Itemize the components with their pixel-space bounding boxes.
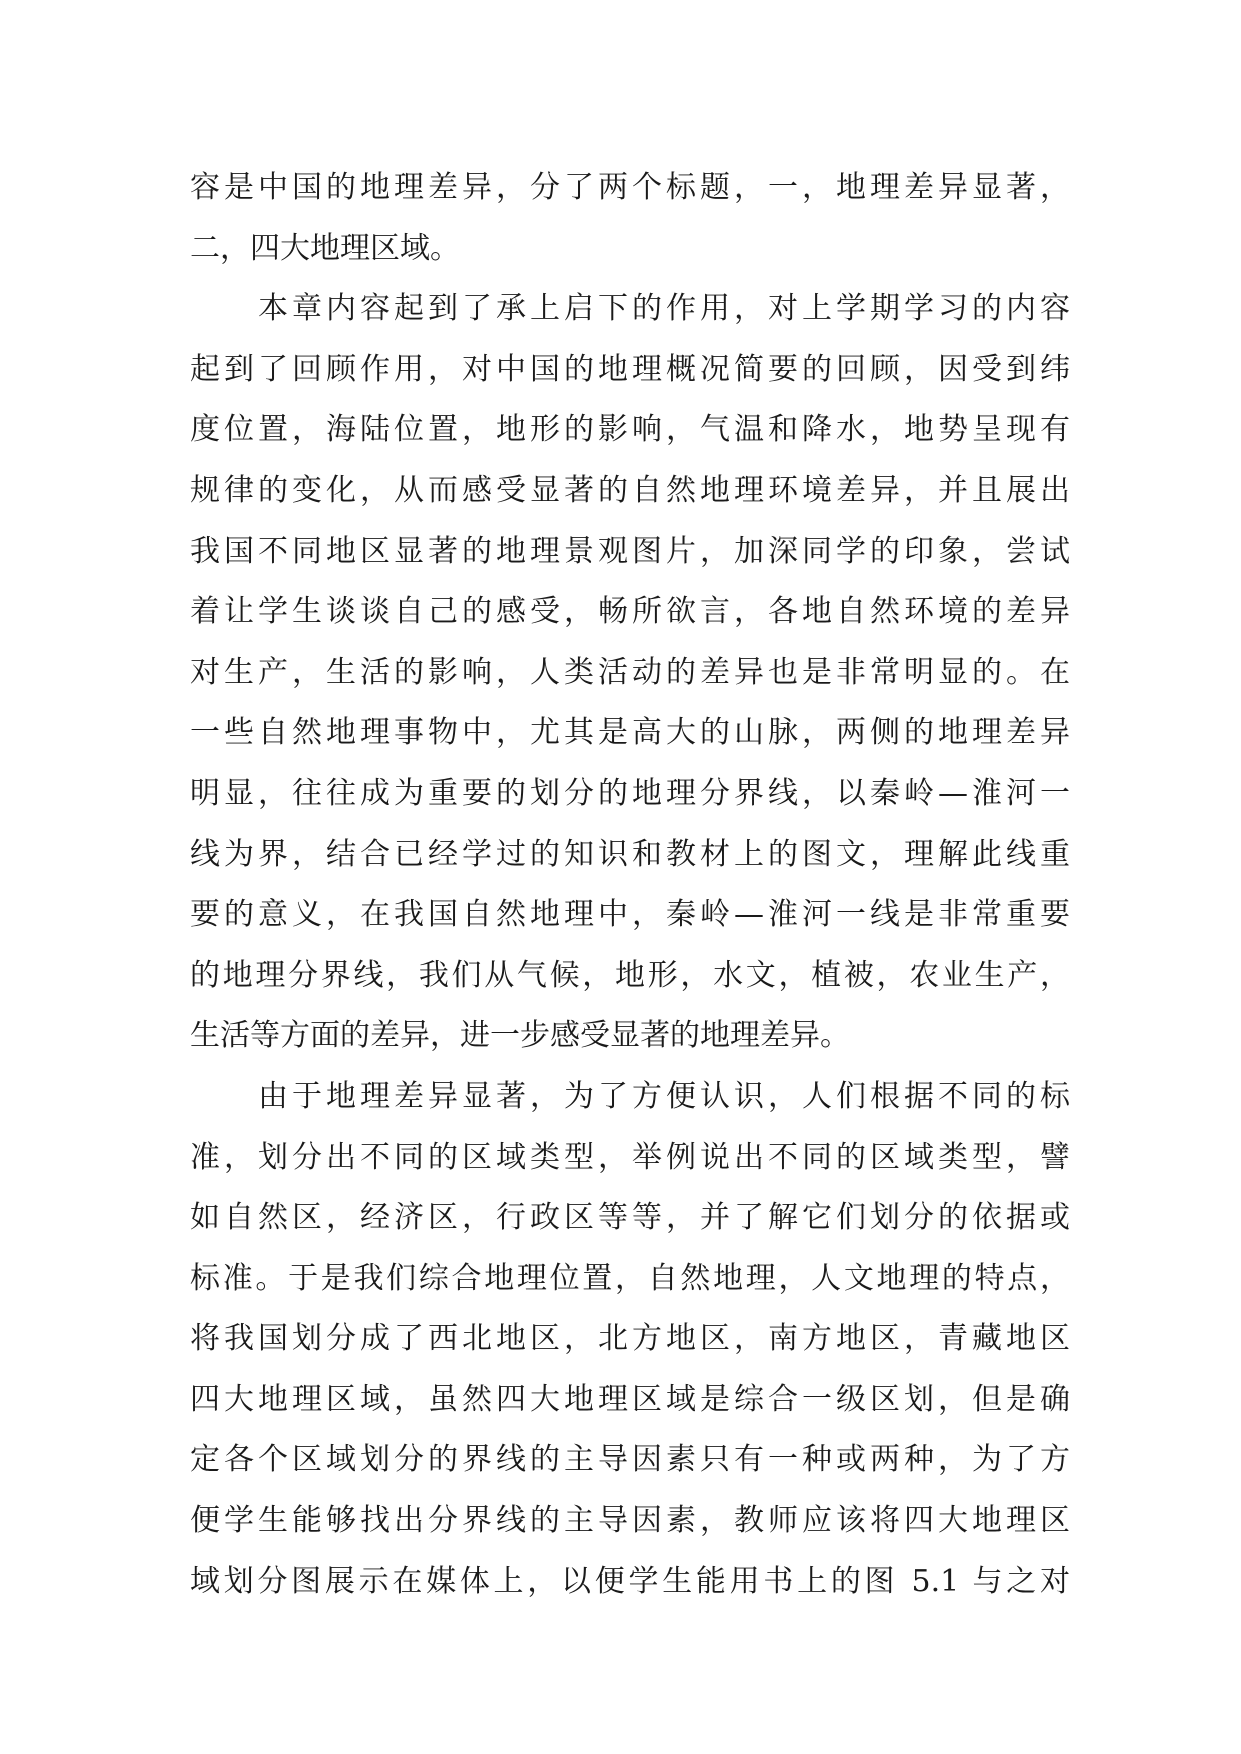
paragraph-first-line: 由于地理差异显著，为了方便认识，人们根据不同的标 (258, 1078, 1070, 1114)
text-line: 明显，往往成为重要的划分的地理分界线，以秦岭—淮河一 (190, 775, 1070, 811)
text-line: 标准。于是我们综合地理位置，自然地理，人文地理的特点， (190, 1260, 1070, 1296)
text-line: 准，划分出不同的区域类型，举例说出不同的区域类型，譬 (190, 1139, 1070, 1175)
text-line: 度位置，海陆位置，地形的影响，气温和降水，地势呈现有 (190, 412, 1070, 448)
text-line: 二，四大地理区域。 (190, 230, 460, 266)
body-text (190, 158, 1070, 1612)
text-line: 便学生能够找出分界线的主导因素，教师应该将四大地理区 (190, 1503, 1070, 1539)
text-line: 起到了回顾作用，对中国的地理概况简要的回顾，因受到纬 (190, 351, 1070, 387)
text-line: 定各个区域划分的界线的主导因素只有一种或两种，为了方 (190, 1442, 1070, 1478)
text-line: 线为界，结合已经学过的知识和教材上的图文，理解此线重 (190, 836, 1070, 872)
text-line: 要的意义，在我国自然地理中，秦岭—淮河一线是非常重要 (190, 897, 1070, 933)
text-line: 生活等方面的差异，进一步感受显著的地理差异。 (190, 1018, 850, 1054)
text-line: 的地理分界线，我们从气候，地形，水文，植被，农业生产， (190, 957, 1070, 993)
text-line: 域划分图展示在媒体上，以便学生能用书上的图 5.1 与之对 (190, 1563, 1070, 1599)
text-line: 容是中国的地理差异，分了两个标题，一，地理差异显著， (190, 170, 1070, 205)
text-line: 着让学生谈谈自己的感受，畅所欲言，各地自然环境的差异 (190, 594, 1070, 630)
paragraph-first-line: 本章内容起到了承上启下的作用，对上学期学习的内容 (258, 291, 1070, 327)
text-line: 四大地理区域，虽然四大地理区域是综合一级区划，但是确 (190, 1381, 1070, 1417)
text-line: 一些自然地理事物中，尤其是高大的山脉，两侧的地理差异 (190, 715, 1070, 751)
text-line: 对生产，生活的影响，人类活动的差异也是非常明显的。在 (190, 654, 1070, 690)
text-line: 我国不同地区显著的地理景观图片，加深同学的印象，尝试 (190, 533, 1070, 569)
text-line: 规律的变化，从而感受显著的自然地理环境差异，并且展出 (190, 472, 1070, 508)
text-line: 如自然区，经济区，行政区等等，并了解它们划分的依据或 (190, 1200, 1070, 1236)
text-line: 将我国划分成了西北地区，北方地区，南方地区，青藏地区 (190, 1321, 1070, 1357)
